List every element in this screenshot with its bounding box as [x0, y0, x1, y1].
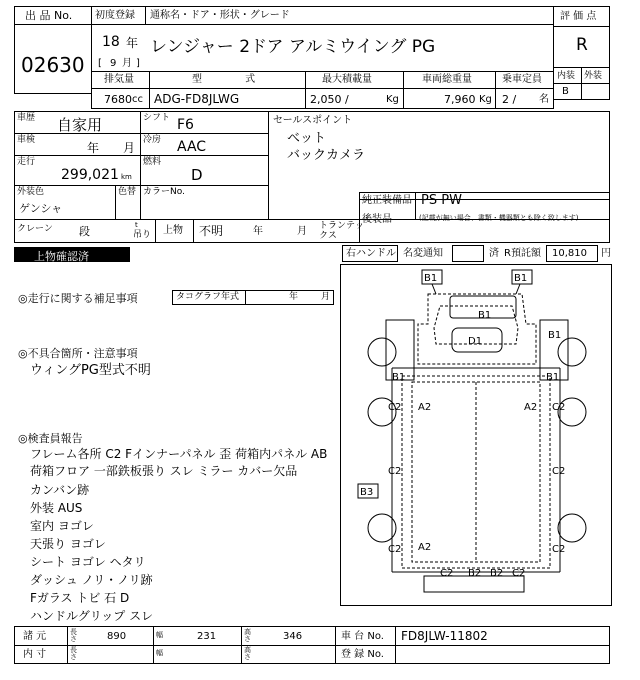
- report-line: 荷箱フロア 一部鉄板張り スレ ミラー カバー欠品: [30, 464, 298, 478]
- interior-grade: B: [562, 86, 569, 97]
- fuel-value: D: [191, 166, 203, 184]
- damage-b1-cab-left: B1: [392, 372, 406, 383]
- damage-b1-roof: B1: [478, 310, 492, 321]
- damage-b2-bumper-right: B2: [490, 568, 504, 579]
- damage-b1-mirror-right: B1: [514, 273, 528, 284]
- tachograph-label: タコグラフ年式: [176, 292, 240, 302]
- mileage-label: 走行: [17, 157, 36, 167]
- load-value: 2,050 /: [310, 93, 349, 106]
- damage-b3-left: B3: [360, 487, 374, 498]
- damage-c2-right-front: C2: [552, 402, 566, 413]
- capacity-label: 乗車定員: [502, 74, 542, 85]
- color-value: ゲンシャ: [19, 202, 63, 215]
- damage-b1-step-right: B1: [546, 372, 560, 383]
- capacity-value: 2 /: [502, 93, 517, 106]
- damage-a2-right-front: A2: [524, 402, 538, 413]
- handle-value: 右ハンドル: [346, 248, 396, 259]
- mileage-value: 299,021: [61, 167, 119, 183]
- damage-c2-right-rear: C2: [552, 544, 566, 555]
- crane-label: クレーン: [17, 224, 53, 234]
- report-line: フレーム各所 C2 Fインナーパネル 歪 荷箱内パネル AB: [30, 447, 328, 461]
- crane-ton-unit: t: [135, 221, 138, 229]
- dims-label: 諸 元: [23, 631, 47, 642]
- truck-cab: [418, 294, 536, 364]
- equipment-label: 純正装備品: [362, 195, 412, 206]
- damage-a2-left-rear: A2: [418, 542, 432, 553]
- shift-label: シフト: [143, 113, 171, 123]
- inspection-year-unit: 年: [87, 141, 100, 155]
- color-change-label: 色替: [118, 187, 137, 197]
- vehicle-name: レンジャー 2ドア アルミウイング PG: [150, 37, 436, 57]
- transmission-label-2: クス: [319, 231, 337, 241]
- length-value: 890: [107, 631, 127, 642]
- weight-unit: Kg: [479, 94, 492, 105]
- transmission-label: トランテッ: [319, 221, 365, 231]
- sales-point-2: バックカメラ: [287, 148, 366, 163]
- inspection-label: 車検: [17, 135, 36, 145]
- length-label: 長さ: [70, 628, 77, 643]
- grade-box: [553, 6, 610, 100]
- history-label: 車歴: [17, 113, 36, 123]
- report-line: 外装 AUS: [30, 501, 83, 515]
- report-line: シート ヨゴレ ヘタリ: [30, 555, 146, 569]
- height-value: 346: [283, 631, 303, 642]
- exterior-label: 外装: [584, 71, 603, 81]
- lot-number-box: [14, 6, 92, 94]
- reg-year: 18: [102, 34, 120, 50]
- weight-value: 7,960: [444, 93, 476, 106]
- color-label: 外装色: [17, 187, 45, 197]
- chassis-value: FD8JLW-11802: [401, 629, 488, 643]
- shift-value: F6: [177, 117, 194, 133]
- ac-label: 冷房: [143, 135, 162, 145]
- damage-a2-left-front: A2: [418, 402, 432, 413]
- lot-number: 02630: [21, 53, 85, 77]
- tachograph-year-unit: 年: [289, 292, 299, 302]
- truck-damage-diagram: [340, 264, 612, 606]
- report-line: ダッシュ ノリ・ノリ跡: [30, 573, 153, 587]
- reg-month-unit: 月: [122, 58, 132, 69]
- interior-label: 内装: [557, 71, 576, 81]
- sales-point-1: ベット: [287, 131, 327, 146]
- damage-c2-left-mid: C2: [388, 466, 402, 477]
- inner-width-label: 幅: [156, 649, 163, 657]
- name-change-label: 名変通知: [403, 248, 443, 259]
- displacement-label: 排気量: [104, 74, 134, 85]
- sales-points-label: セールスポイント: [273, 115, 353, 126]
- travel-notes-label: ◎走行に関する補足事項: [18, 292, 138, 305]
- displacement-unit: cc: [132, 94, 143, 105]
- r-deposit-label: R預託額: [504, 248, 541, 259]
- displacement-value: 7680: [104, 93, 132, 106]
- vehicle-name-label: 通称名・ドア・形状・グレード: [150, 10, 290, 21]
- history-value: 自家用: [57, 116, 103, 134]
- height-label: 高さ: [244, 628, 251, 643]
- inner-dims-label: 内 寸: [23, 649, 47, 660]
- report-line: 室内 ヨゴレ: [30, 519, 94, 533]
- lot-label: 出 品 No.: [25, 9, 73, 22]
- color-no-label: カラーNo.: [143, 187, 185, 197]
- grade-value: R: [576, 35, 588, 55]
- damage-b2-bumper-mid: B2: [468, 568, 482, 579]
- inspector-report-label: ◎検査員報告: [18, 432, 83, 445]
- upper-confirmed-badge: 上物確認済: [14, 247, 130, 262]
- reg-year-unit: 年: [126, 36, 139, 50]
- inner-height-label: 高さ: [244, 646, 251, 661]
- reg-month: 9: [110, 58, 117, 69]
- model-value: ADG-FD8JLWG: [154, 92, 240, 106]
- damage-c2-bumper-right: C2: [512, 568, 526, 579]
- reg-month-close: ]: [136, 58, 140, 69]
- rear-wheels: [368, 514, 586, 542]
- inspection-month-unit: 月: [123, 141, 136, 155]
- upper-value: 不明: [199, 224, 224, 238]
- grade-label: 評 価 点: [560, 11, 597, 22]
- load-unit: Kg: [386, 94, 399, 105]
- mileage-unit: km: [121, 173, 132, 181]
- weight-label: 車両総重量: [422, 74, 472, 85]
- crane-hook-unit: 吊り: [133, 230, 152, 240]
- r-deposit-amount: 10,810: [552, 248, 587, 259]
- details-block: [14, 111, 610, 243]
- handle-box: [342, 245, 398, 262]
- damage-b1-cab-right: B1: [548, 330, 562, 341]
- upper-month-unit: 月: [297, 226, 307, 237]
- r-deposit-box: [546, 245, 598, 262]
- defects-value: ウィングPG型式不明: [30, 363, 151, 378]
- reg-month-open: [: [98, 58, 102, 69]
- reg-no-label: 登 録 No.: [341, 649, 384, 660]
- equipment-value: PS PW: [421, 193, 462, 208]
- damage-c2-left-rear: C2: [388, 544, 402, 555]
- width-label: 幅: [156, 631, 163, 639]
- damage-b1-mirror-left: B1: [424, 273, 438, 284]
- crane-steps-unit: 段: [79, 225, 90, 238]
- aftermarket-note: (記載が無い場合、書類・機器類とも除く致します): [419, 214, 579, 222]
- recall-label: 済: [489, 248, 499, 259]
- name-change-box: [452, 245, 484, 262]
- upper-year-unit: 年: [253, 226, 263, 237]
- vehicle-name-box: [91, 6, 554, 72]
- inner-length-label: 長さ: [70, 646, 77, 661]
- report-line: Fガラス トビ 石 D: [30, 591, 130, 605]
- report-line: ハンドルグリップ スレ: [30, 609, 154, 623]
- chassis-label: 車 台 No.: [341, 631, 384, 642]
- fuel-label: 燃料: [143, 157, 162, 167]
- report-line: カンバン跡: [30, 483, 90, 497]
- ac-value: AAC: [177, 139, 207, 155]
- first-reg-label: 初度登録: [95, 10, 135, 21]
- tachograph-box: [172, 290, 334, 305]
- r-deposit-unit: 円: [601, 248, 611, 259]
- specs-row: [91, 71, 554, 109]
- upper-label: 上物: [163, 225, 183, 236]
- defects-label: ◎不具合箇所・注意事項: [18, 347, 138, 360]
- footer-table: [14, 626, 610, 664]
- report-line: 天張り ヨゴレ: [30, 537, 106, 551]
- width-value: 231: [197, 631, 217, 642]
- damage-d1-windshield: D1: [468, 336, 483, 347]
- aftermarket-label: 後装品: [362, 214, 392, 225]
- capacity-unit: 名: [539, 94, 549, 105]
- damage-c2-left-front: C2: [388, 402, 402, 413]
- model-label: 型 式: [192, 74, 256, 85]
- load-label: 最大積載量: [322, 74, 372, 85]
- damage-c2-right-mid: C2: [552, 466, 566, 477]
- damage-c2-bumper-left: C2: [440, 568, 454, 579]
- tachograph-month-unit: 月: [321, 292, 331, 302]
